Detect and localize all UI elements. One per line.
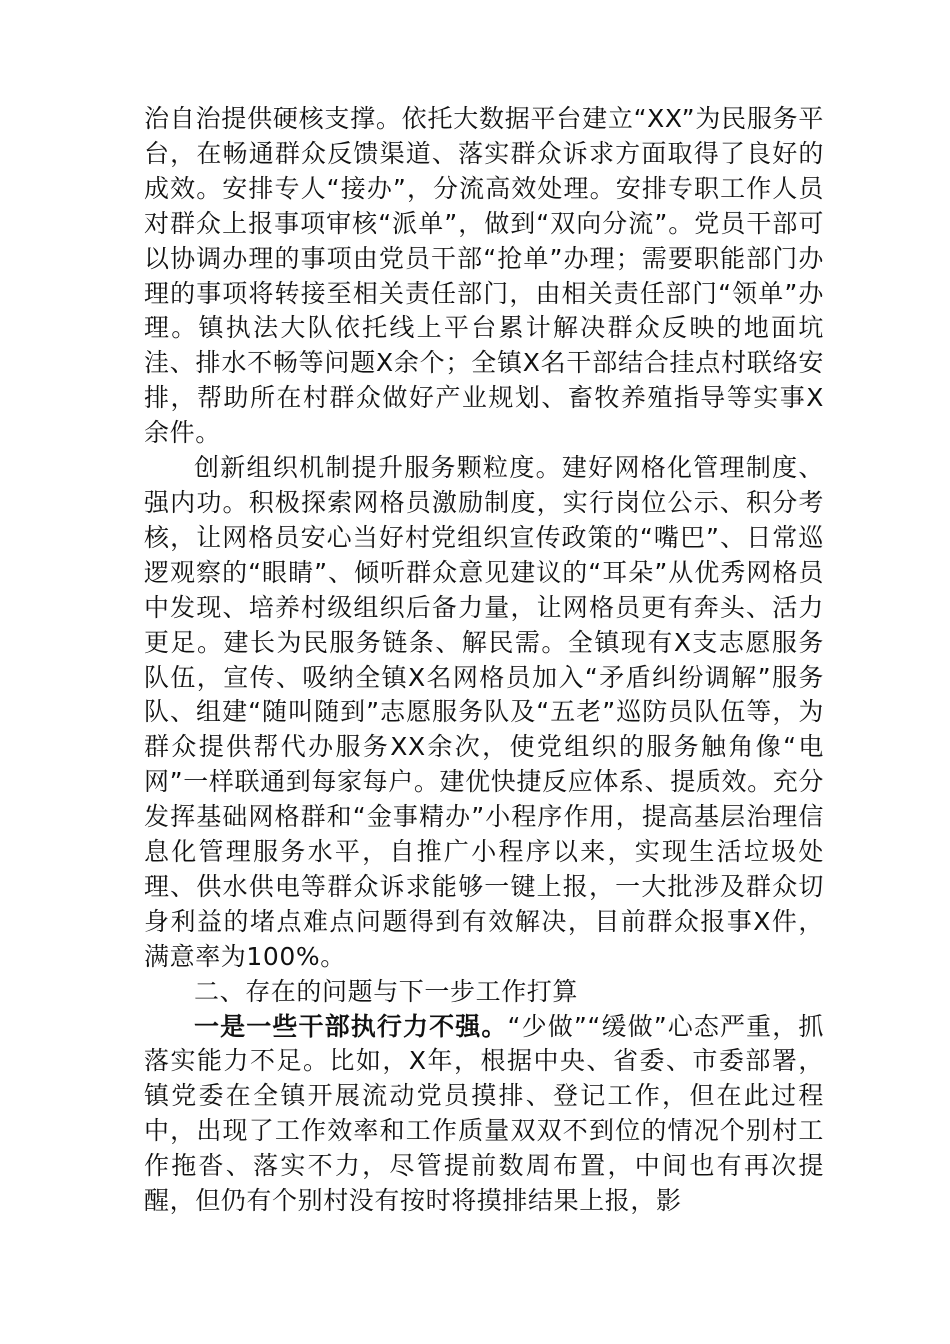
paragraph-organization-mechanism: 创新组织机制提升服务颗粒度。建好网格化管理制度、强内功。积极探索网格员激励制度，实行岗位公示、积分考核，让网格员安心当好村党组织宣传政策的“嘴巴”、日常巡逻观察的“眼睛”、倾听群众意见建议的“耳朵”从优秀网格员中发现、培养村级组织后备力量，让网格员更有奔头、活力更足。建长为民服务链条、解民需。全镇现有X支志愿服务队伍，宣传、吸纳全镇X名网格员加入“矛盾纠纷调解”服务队、组建“随叫随到”志愿服务队及“五老”巡防员队伍等，为群众提供帮代办服务XX余次，使党组织的服务触角像“电网”一样联通到每家每户。建优快捷反应体系、提质效。充分发挥基础网格群和“金事精办”小程序作用，提高基层治理信息化管理服务水平，自推广小程序以来，实现生活垃圾处理、供水供电等群众诉求能够一键上报，一大批涉及群众切身利益的堵点难点问题得到有效解决，目前群众报事X件，满意率为100%。 bbox=[144, 453, 824, 971]
paragraph-body-text: “少做”“缓做”心态严重，抓落实能力不足。比如，X年，根据中央、省委、市委部署，镇党委在全镇开展流动党员摸排、登记工作，但在此过程中，出现了工作效率和工作质量双双不到位的情况个别村工作拖沓、落实不力，尽管提前数周布置，中间也有再次提醒，但仍有个别村没有按时将摸排结果上报，影 bbox=[144, 1011, 824, 1216]
section-heading-problems: 二、存在的问题与下一步工作打算 bbox=[194, 976, 579, 1006]
paragraph-execution-problem bbox=[144, 1010, 824, 1219]
document-body bbox=[144, 102, 824, 1219]
paragraph-lead-bold: 一是一些干部执行力不强。 bbox=[194, 1011, 508, 1041]
paragraph-platform-service: 治自治提供硬核支撑。依托大数据平台建立“XX”为民服务平台，在畅通群众反馈渠道、落实群众诉求方面取得了良好的成效。安排专人“接办”，分流高效处理。安排专职工作人员对群众上报事项审核“派单”，做到“双向分流”。党员干部可以协调办理的事项由党员干部“抢单”办理；需要职能部门办理的事项将转接至相关责任部门，由相关责任部门“领单”办理。镇执法大队依托线上平台累计解决群众反映的地面坑洼、排水不畅等问题X余个；全镇X名干部结合挂点村联络安排，帮助所在村群众做好产业规划、畜牧养殖指导等实事X余件。 bbox=[144, 104, 824, 448]
